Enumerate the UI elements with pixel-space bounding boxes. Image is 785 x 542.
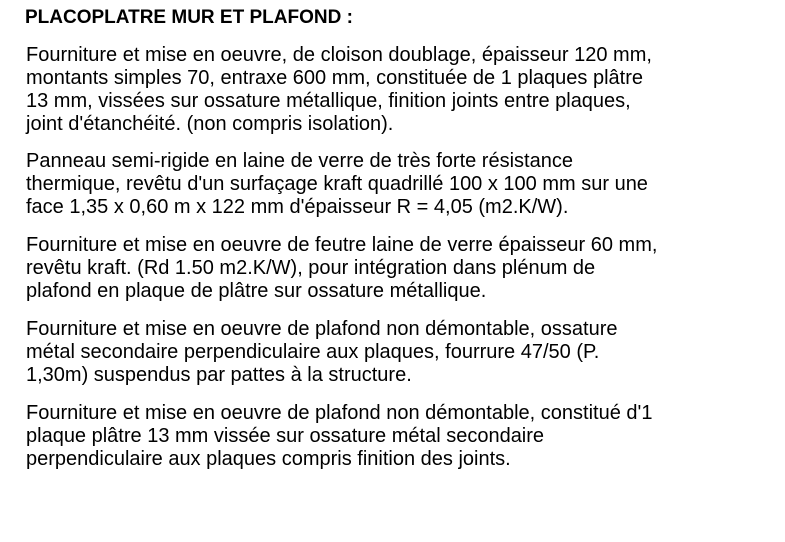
paragraph-line: 1,30m) suspendus par pattes à la structure.: [26, 364, 412, 386]
paragraph-feutre-laine-verre: [26, 234, 781, 303]
section-title: PLACOPLATRE MUR ET PLAFOND :: [25, 7, 353, 28]
paragraph-line: Fourniture et mise en oeuvre de feutre laine de verre épaisseur 60 mm,: [26, 234, 658, 256]
paragraph-line: plafond en plaque de plâtre sur ossature métallique.: [26, 280, 487, 302]
paragraph-line: 13 mm, vissées sur ossature métallique, finition joints entre plaques,: [26, 90, 631, 112]
paragraph-line: joint d'étanchéité. (non compris isolation).: [26, 113, 394, 135]
paragraph-line: Panneau semi-rigide en laine de verre de très forte résistance: [26, 150, 573, 172]
paragraph-line: perpendiculaire aux plaques compris finition des joints.: [26, 448, 511, 470]
paragraph-line: montants simples 70, entraxe 600 mm, constituée de 1 plaques plâtre: [26, 67, 644, 89]
paragraph-line: métal secondaire perpendiculaire aux plaques, fourrure 47/50 (P.: [26, 341, 600, 363]
paragraph-line: revêtu kraft. (Rd 1.50 m2.K/W), pour intégration dans plénum de: [26, 257, 596, 279]
paragraph-line: Fourniture et mise en oeuvre de plafond non démontable, ossature: [26, 318, 618, 340]
paragraph-panneau-laine-verre: [26, 150, 781, 219]
paragraph-plafond-ossature: [26, 318, 781, 387]
paragraph-line: Fourniture et mise en oeuvre de plafond non démontable, constitué d'1: [26, 402, 653, 424]
paragraph-line: face 1,35 x 0,60 m x 122 mm d'épaisseur R = 4,05 (m2.K/W).: [26, 196, 569, 218]
paragraph-line: thermique, revêtu d'un surfaçage kraft quadrillé 100 x 100 mm sur une: [26, 173, 648, 195]
paragraph-cloison-doublage: [26, 44, 781, 136]
document-body: [26, 0, 781, 471]
paragraph-plafond-plaque: [26, 402, 781, 471]
paragraph-line: plaque plâtre 13 mm vissée sur ossature métal secondaire: [26, 425, 545, 447]
paragraph-line: Fourniture et mise en oeuvre, de cloison doublage, épaisseur 120 mm,: [26, 44, 652, 66]
